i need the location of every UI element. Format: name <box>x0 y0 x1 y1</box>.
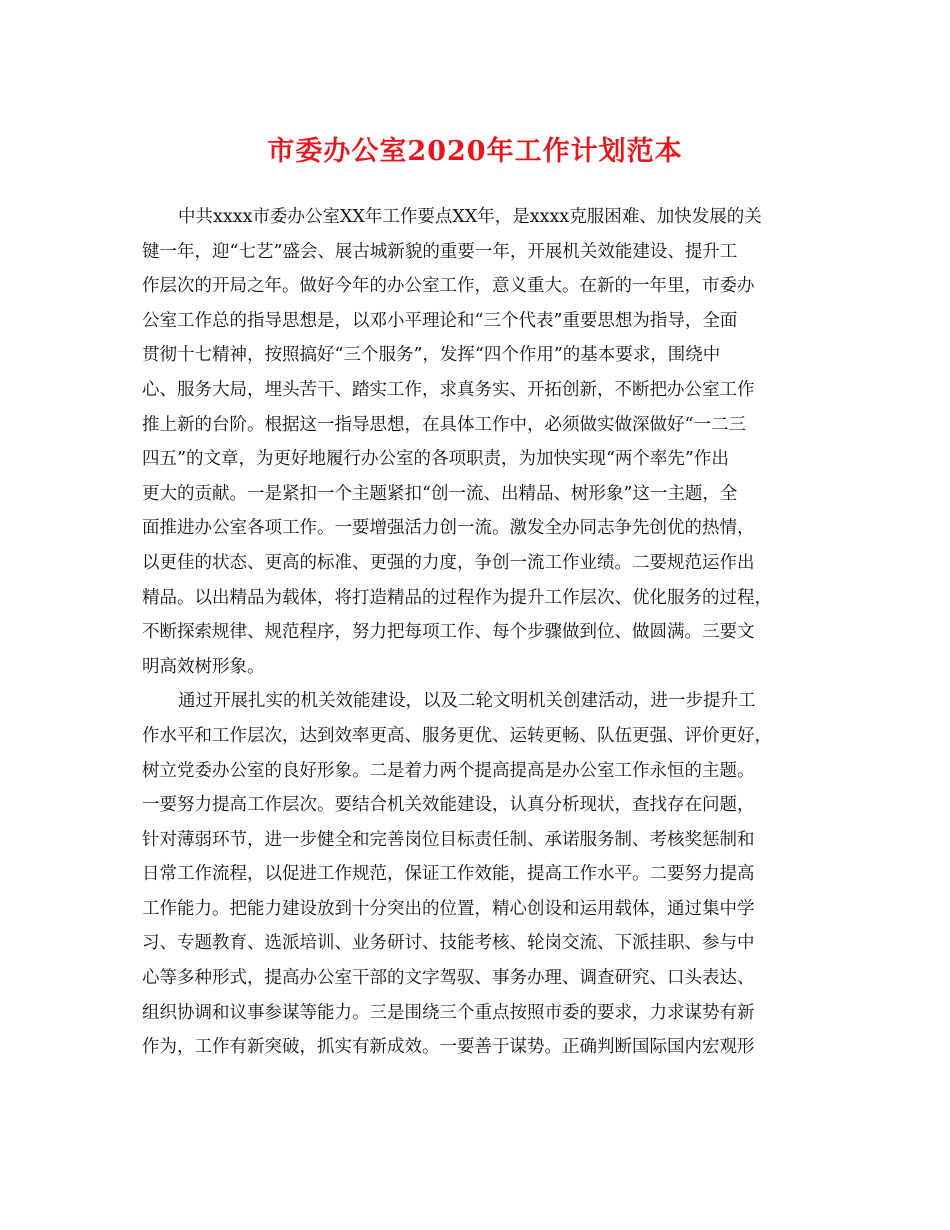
paragraph-line: 推上新的台阶。根据这一指导思想，在具体工作中，必须做实做深做好“一二三 <box>142 414 746 435</box>
paragraph-line: 以更佳的状态、更高的标准、更强的力度，争创一流工作业绩。二要规范运作出 <box>142 552 755 573</box>
paragraph-line: 作水平和工作层次，达到效率更高、服务更优、运转更畅、队伍更强、评价更好， <box>142 725 772 746</box>
paragraph-line: 明高效树形象。 <box>142 656 265 677</box>
paragraph-line: 习、专题教育、选派培训、业务研讨、技能考核、轮岗交流、下派挂职、参与中 <box>142 933 755 954</box>
paragraph-line: 四五”的文章，为更好地履行办公室的各项职责，为加快实现“两个率先”作出 <box>142 449 729 470</box>
paragraph-line: 组织协调和议事参谋等能力。三是围绕三个重点按照市委的要求，力求谋势有新 <box>142 1002 755 1023</box>
paragraph-line: 一要努力提高工作层次。要结合机关效能建设，认真分析现状，查找存在问题， <box>142 795 755 816</box>
paragraph-line: 不断探索规律、规范程序，努力把每项工作、每个步骤做到位、做圆满。三要文 <box>142 622 755 643</box>
paragraph-line: 通过开展扎实的机关效能建设，以及二轮文明机关创建活动，进一步提升工 <box>178 691 756 712</box>
paragraph-line: 心等多种形式，提高办公室干部的文字驾驭、事务办理、调查研究、口头表达、 <box>142 968 755 989</box>
paragraph-line: 公室工作总的指导思想是，以邓小平理论和“三个代表”重要思想为指导，全面 <box>142 310 738 331</box>
paragraph-line: 贯彻十七精神，按照搞好“三个服务”，发挥“四个作用”的基本要求，围绕中 <box>142 345 721 366</box>
paragraph-line: 精品。以出精品为载体，将打造精品的过程作为提升工作层次、优化服务的过程， <box>142 587 772 608</box>
paragraph-line: 日常工作流程，以促进工作规范，保证工作效能，提高工作水平。二要努力提高 <box>142 864 755 885</box>
paragraph-line: 键一年，迎“七艺”盛会、展古城新貌的重要一年，开展机关效能建设、提升工 <box>142 241 738 262</box>
paragraph-line: 针对薄弱环节，进一步健全和完善岗位目标责任制、承诺服务制、考核奖惩制和 <box>142 829 755 850</box>
paragraph-line: 树立党委办公室的良好形象。二是着力两个提高提高是办公室工作永恒的主题。 <box>142 760 755 781</box>
paragraph-line: 更大的贡献。一是紧扣一个主题紧扣“创一流、出精品、树形象”这一主题，全 <box>142 483 738 504</box>
paragraph-line: 心、服务大局，埋头苦干、踏实工作，求真务实、开拓创新，不断把办公室工作 <box>142 379 755 400</box>
paragraph-line: 作层次的开局之年。做好今年的办公室工作，意义重大。在新的一年里，市委办 <box>142 276 755 297</box>
document-body <box>142 200 807 1065</box>
paragraph-line: 面推进办公室各项工作。一要增强活力创一流。激发全办同志争先创优的热情， <box>142 518 755 539</box>
paragraph-line: 中共xxxx市委办公室XX年工作要点XX年，是xxxx克服困难、加快发展的关 <box>178 207 762 227</box>
paragraph-line: 作为，工作有新突破，抓实有新成效。一要善于谋势。正确判断国际国内宏观形 <box>142 1037 755 1058</box>
document-title: 市委办公室2020年工作计划范本 <box>267 136 683 167</box>
paragraph-line: 工作能力。把能力建设放到十分突出的位置，精心创设和运用载体，通过集中学 <box>142 898 755 919</box>
